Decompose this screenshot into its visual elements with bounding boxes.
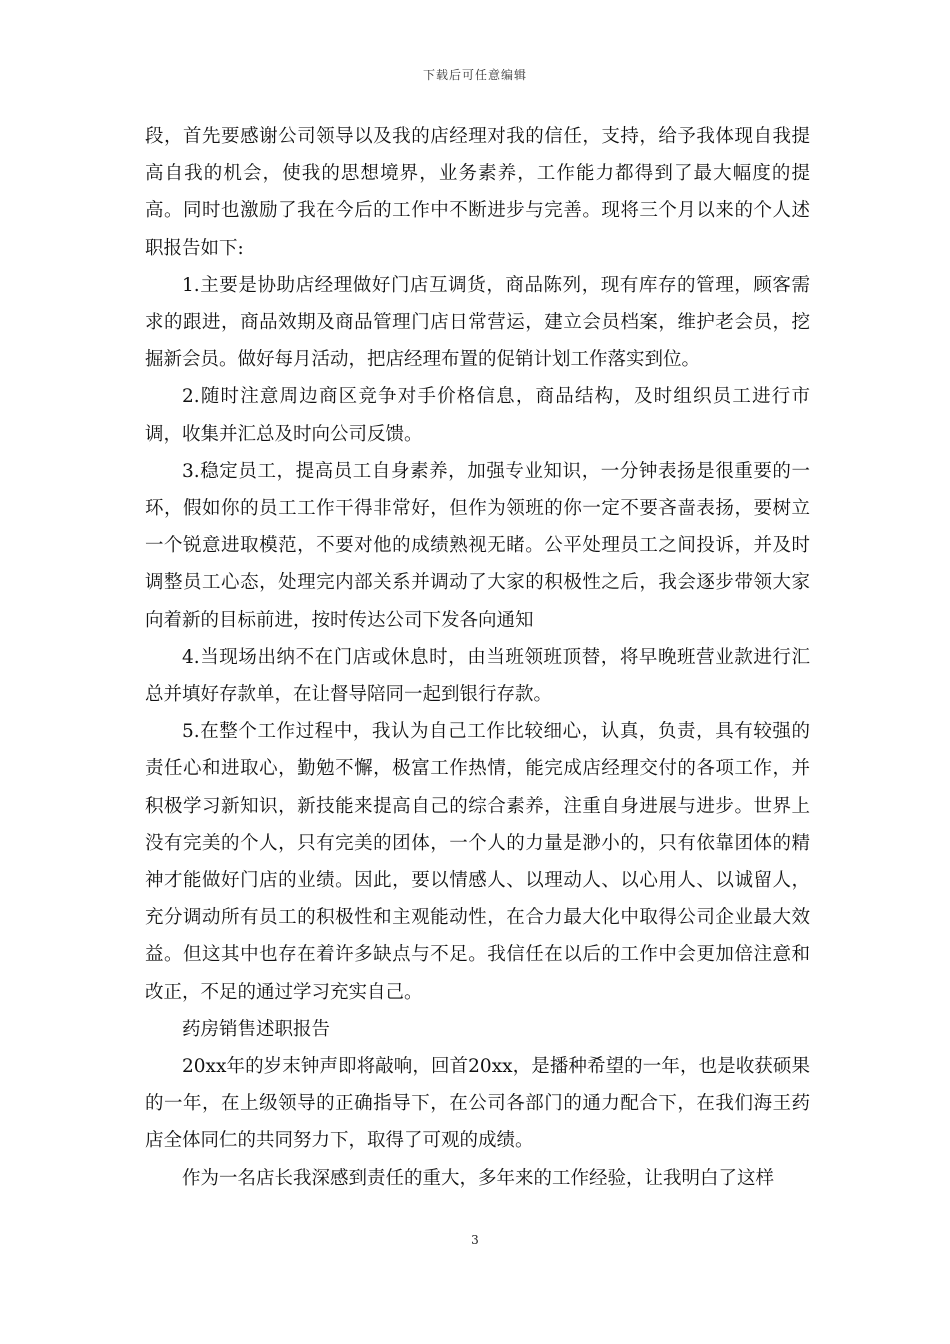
paragraph: 1.主要是协助店经理做好门店互调货，商品陈列，现有库存的管理，顾客需求的跟进，商品效期及商品管理门店日常营运，建立会员档案，维护老会员，挖掘新会员。做好每月活动，把店经理布置的促销计划工作落实到位。: [145, 274, 810, 371]
paragraph: 4.当现场出纳不在门店或休息时，由当班领班顶替，将早晚班营业款进行汇总并填好存款单，在让督导陪同一起到银行存款。: [145, 646, 810, 706]
paragraph: 段，首先要感谢公司领导以及我的店经理对我的信任，支持，给予我体现自我提高自我的机会，使我的思想境界，业务素养，工作能力都得到了最大幅度的提高。同时也激励了我在今后的工作中不断进步与完善。现将三个月以来的个人述职报告如下:: [145, 126, 810, 259]
paragraph: 2.随时注意周边商区竞争对手价格信息，商品结构，及时组织员工进行市调，收集并汇总及时向公司反馈。: [145, 386, 810, 445]
paragraph: 5.在整个工作过程中，我认为自己工作比较细心，认真，负责，具有较强的责任心和进取心，勤勉不懈，极富工作热情，能完成店经理交付的各项工作，并积极学习新知识，新技能来提高自己的综合素养，注重自身进展与进步。世界上没有完美的个人，只有完美的团体，一个人的力量是渺小的，只有依靠团体的精神才能做好门店的业绩。因此，要以情感人、以理动人、以心用人、以诚留人，充分调动所有员工的积极性和主观能动性，在合力最大化中取得公司企业最大效益。但这其中也存在着许多缺点与不足。我信任在以后的工作中会更加倍注意和改正，不足的通过学习充实自己。: [145, 721, 810, 1003]
page-number: 3: [471, 1233, 479, 1247]
paragraph: 20xx年的岁末钟声即将敲响，回首20xx，是播种希望的一年，也是收获硕果的一年，在上级领导的正确指导下，在公司各部门的通力配合下，在我们海王药店全体同仁的共同努力下，取得了可观的成绩。: [145, 1056, 810, 1152]
paragraph: 作为一名店长我深感到责任的重大，多年来的工作经验，让我明白了这样: [182, 1167, 775, 1189]
paragraph: 3.稳定员工，提高员工自身素养，加强专业知识，一分钟表扬是很重要的一环，假如你的员工工作干得非常好，但作为领班的你一定不要吝啬表扬，要树立一个锐意进取模范，不要对他的成绩熟视无睹。公平处理员工之间投诉，并及时调整员工心态，处理完内部关系并调动了大家的积极性之后，我会逐步带领大家向着新的目标前进，按时传达公司下发各向通知: [145, 460, 810, 631]
page-header: 下载后可任意编辑: [422, 68, 527, 82]
document-body: [145, 118, 810, 1197]
section-heading: 药房销售述职报告: [182, 1018, 331, 1040]
